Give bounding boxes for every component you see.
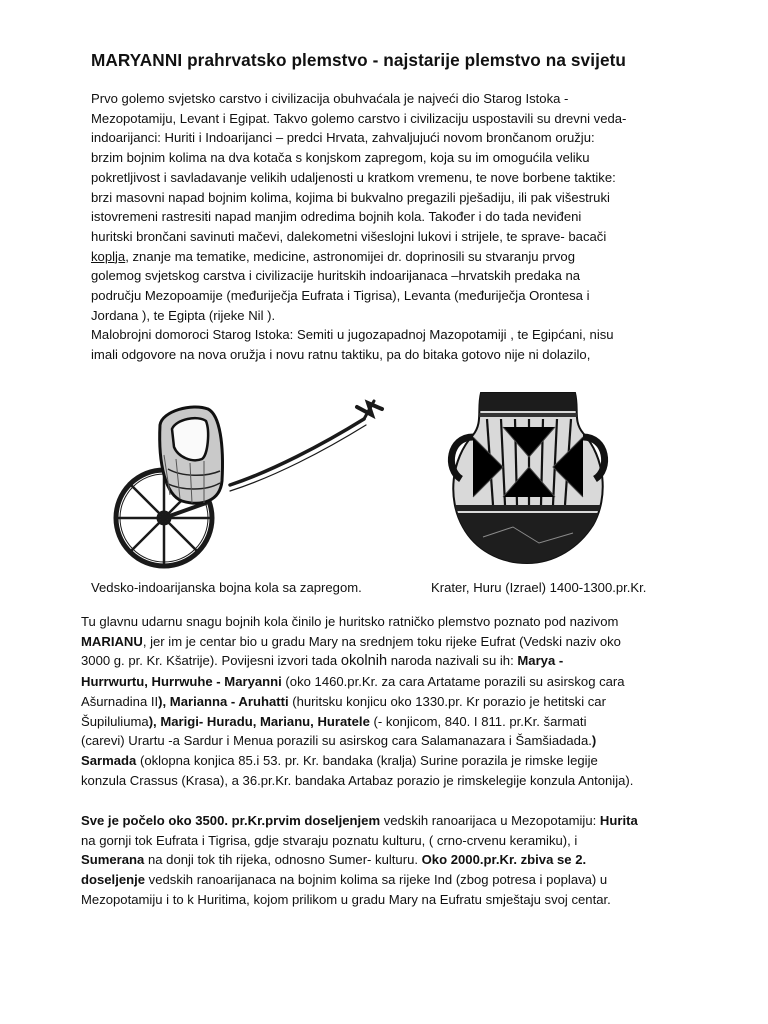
bold-term: Sumerana [81, 852, 145, 868]
text-line [81, 692, 681, 712]
underlined-word: koplja [91, 248, 126, 264]
text-line: golemog svjetskog carstva i civilizacije huritskih indoarijanaca –hrvatskih predaka na [91, 268, 581, 284]
intro-paragraph [91, 89, 691, 365]
text-line [91, 247, 691, 267]
text-line: brzim bojnim kolima na dva kotača s konjskom zapregom, koja su im omogućila veliku [91, 150, 590, 166]
text-line: na gornji tok Eufrata i Tigrisa, gdje stvaraju poznatu kulturu, ( crno-crvenu keramiku), i [81, 832, 578, 848]
text-line: Tu glavnu udarnu snagu bojnih kola činilo je huritsko ratničko plemstvo poznato pod nazivom [81, 614, 619, 629]
bold-term: ), Marianna - Aruhatti [158, 693, 289, 709]
krater-caption: Krater, Huru (Izrael) 1400-1300.pr.Kr. [431, 580, 647, 595]
text-line [81, 731, 681, 751]
chariot-image [102, 385, 397, 575]
text-line [81, 870, 681, 890]
text-line: indoarijanci: Huriti i Indoarijanci – predci Hrvata, zahvaljujući novom brončanom oružju: [91, 130, 595, 146]
text-line [81, 632, 681, 652]
text-line: Mezopotamiju i to k Huritima, kojom prilikom u gradu Mary na Eufratu smještaju svoj centar. [81, 891, 611, 907]
text-span: (oklopna konjica 85.i 53. pr. Kr. bandaka (kralja) Surine porazila je rimske legije [136, 752, 598, 768]
text-line: imali odgovore na nova oružja i novu ratnu taktiku, pa do bitaka gotovo nije ni dolazilo, [91, 347, 591, 363]
text-line [81, 672, 681, 692]
text-line: Jordana ), te Egipta (rijeke Nil ). [91, 307, 276, 323]
bold-term: ), Marigi- Huradu, Marianu, Huratele [148, 713, 370, 729]
text-span: Ašurnadina II [81, 693, 159, 709]
text-span: okolnih [340, 653, 388, 670]
text-span: (oko 1460.pr.Kr. za cara Artatame porazili su asirskog cara [281, 674, 625, 690]
bold-term: Marya - [517, 653, 564, 669]
text-span: vedskih ranoarijaca u Mezopotamiju: [380, 813, 600, 828]
text-line: Malobrojni domoroci Starog Istoka: Semiti u jugozapadnoj Mazopotamiji , te Egipćani, nisu [91, 327, 614, 343]
page-title: MARYANNI prahrvatsko plemstvo - najstarije plemstvo na svijetu [91, 50, 627, 70]
text-span: (carevi) Urartu -a Sardur i Menua porazili su asirskog cara Salamanazara i Šamšiadada. [81, 733, 592, 749]
text-line: brzi masovni napad bojnim kolima, kojima bi bukvalno pregazili pješadiju, ili pak višestruki [91, 189, 610, 205]
text-span: vedskih ranoarijanaca na bojnim kolima sa rijeke Ind (zbog potresa i poplava) u [145, 872, 608, 888]
bold-term: Sve je počelo oko 3500. pr.Kr.prvim doseljenjem [81, 813, 381, 828]
text-line [81, 811, 681, 831]
bold-term: Hurrwurtu, Hurrwuhe - Maryanni [81, 674, 282, 690]
paragraph-origins [81, 811, 681, 910]
text-line: pokretljivost i savladavanje velikih udaljenosti u kratkom vremenu, te nove borbene taktike: [91, 169, 616, 185]
text-span: (huritsku konjicu oko 1330.pr. Kr porazio je hetitski car [288, 693, 606, 709]
bold-term: doseljenje [81, 872, 146, 888]
text-line: Mezopotamiju, Levant i Egipat. Takvo golemo carstvo i civilizaciju uspostavili su drevni veda- [91, 110, 627, 126]
text-line [81, 651, 681, 672]
text-line [81, 712, 681, 732]
text-line [81, 850, 681, 870]
text-span: 3000 g. pr. Kr. Kšatrije). Povijesni izvori tada [81, 653, 341, 669]
text-span: , jer im je centar bio u gradu Mary na srednjem toku rijeke Eufrat (Vedski naziv oko [142, 633, 621, 649]
chariot-caption: Vedsko-indoarijanska bojna kola sa zapregom. [91, 580, 362, 595]
krater-image [443, 387, 613, 567]
text-line: istovremeni rastresiti napad manjim odredima bojnih kola. Također i do tada neviđeni [91, 209, 582, 225]
text-line [81, 751, 681, 771]
text-span: (- konjicom, 840. I 811. pr.Kr. šarmati [369, 713, 587, 729]
text-span: Šupiluliuma [81, 713, 149, 729]
bold-term: Hurita [599, 813, 638, 828]
text-span: , znanje ma tematike, medicine, astronomijei dr. doprinosili su stvaranju prvog [125, 248, 575, 264]
text-line: području Mezopoamije (međuriječja Eufrata i Tigrisa), Levanta (međuriječja Orontesa i [91, 288, 590, 304]
text-span: na donji tok tih rijeka, odnosno Sumer- kulturu. [144, 852, 422, 868]
text-line: huritski brončani savinuti mačevi, dalekometni višeslojni lukovi i strijele, te sprave- bacači [91, 228, 607, 244]
bold-term: Oko 2000.pr.Kr. zbiva se 2. [421, 852, 587, 868]
paragraph-marianu [81, 612, 681, 790]
bold-term: ) [591, 733, 597, 749]
bold-term: Sarmada [81, 752, 137, 768]
text-line: Prvo golemo svjetsko carstvo i civilizacija obuhvaćala je najveći dio Starog Istoka - [91, 91, 569, 106]
text-line: konzula Crassus (Krasa), a 36.pr.Kr. bandaka Artabaz porazio je rimskelegije konzula Antonija). [81, 772, 634, 788]
bold-term: MARIANU [81, 633, 143, 649]
text-span: naroda nazivali su ih: [387, 653, 518, 669]
